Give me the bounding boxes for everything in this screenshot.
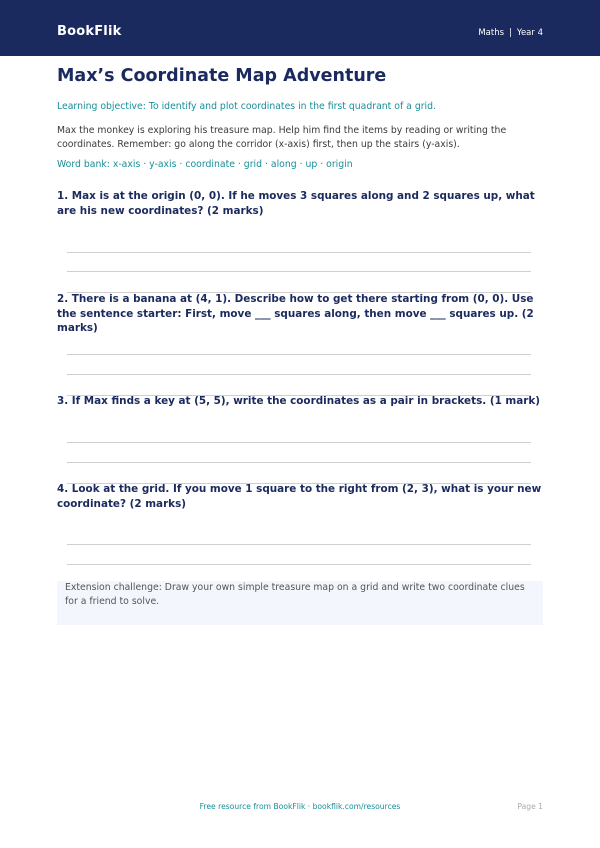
year-label: Year 4 — [516, 28, 543, 38]
subject-meta — [478, 28, 543, 38]
subject-label: Maths — [478, 28, 505, 38]
brand-logo[interactable]: BookFlik — [57, 24, 122, 39]
page-number: Page 1 — [517, 802, 543, 811]
extension-challenge-box — [57, 581, 543, 625]
answer-line[interactable] — [67, 462, 531, 463]
question-2: 2. There is a banana at (4, 1). Describe how to get there starting from (0, 0). Use the sentence starter: First, move ___ squares along, then move ___ squares up. (2 marks) — [57, 293, 534, 334]
footer-resource-link[interactable]: Free resource from BookFlik · bookflik.com/resources — [199, 802, 401, 811]
answer-line[interactable] — [67, 544, 531, 545]
answer-line[interactable] — [67, 374, 531, 375]
question-1: 1. Max is at the origin (0, 0). If he moves 3 squares along and 2 squares up, what are his new coordinates? (2 marks) — [57, 190, 535, 217]
learning-objective: Learning objective: To identify and plot coordinates in the first quadrant of a grid. — [57, 101, 436, 112]
worksheet-title: Max’s Coordinate Map Adventure — [57, 66, 387, 86]
meta-separator: | — [509, 28, 512, 38]
answer-line[interactable] — [67, 564, 531, 565]
header-bar — [0, 0, 600, 56]
answer-line[interactable] — [67, 271, 531, 272]
answer-line[interactable] — [67, 252, 531, 253]
extension-text: Extension challenge: Draw your own simple treasure map on a grid and write two coordinate clues for a friend to solve. — [65, 582, 525, 607]
answer-line[interactable] — [67, 354, 531, 355]
question-3: 3. If Max finds a key at (5, 5), write the coordinates as a pair in brackets. (1 mark) — [57, 395, 541, 407]
answer-line[interactable] — [67, 442, 531, 443]
question-4: 4. Look at the grid. If you move 1 square to the right from (2, 3), what is your new coordinate? (2 marks) — [57, 483, 542, 510]
word-bank: Word bank: x-axis · y-axis · coordinate · grid · along · up · origin — [57, 159, 353, 170]
intro-text: Max the monkey is exploring his treasure map. Help him find the items by reading or writing the coordinates. Remember: go along the corridor (x-axis) first, then up the stairs (y-axis). — [57, 125, 507, 150]
